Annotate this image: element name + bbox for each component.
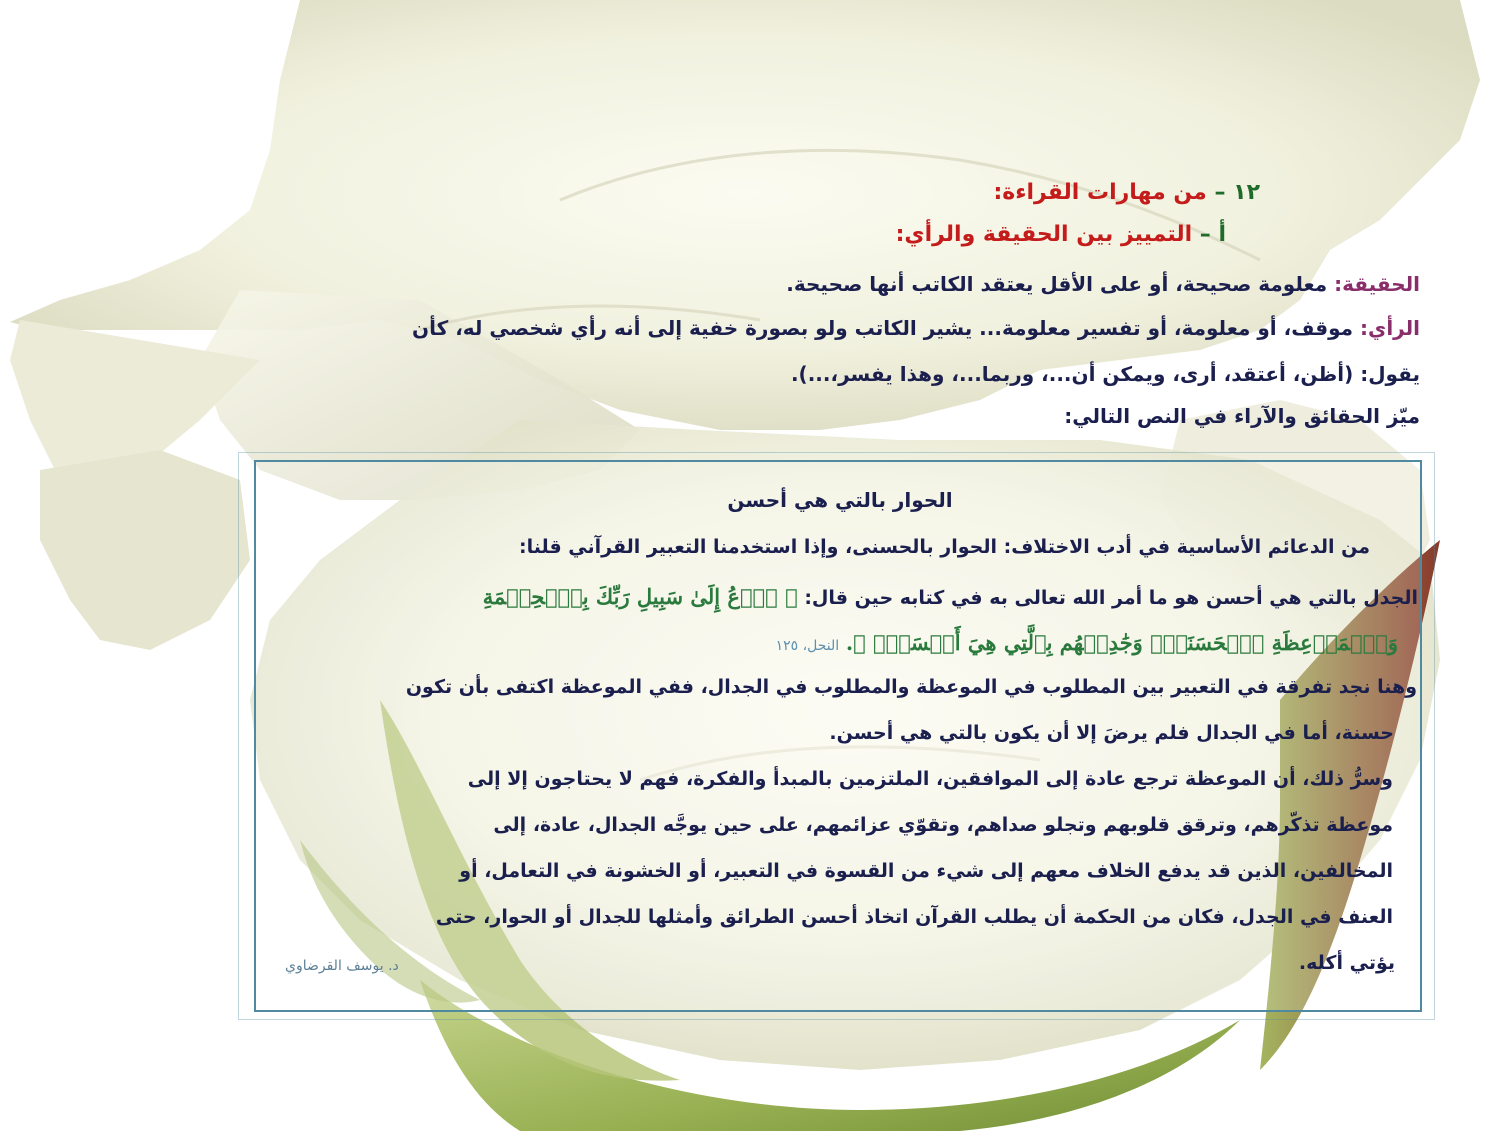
passage-line: من الدعائم الأساسية في أدب الاختلاف: الحوار بالحسنى، وإذا استخدمنا التعبير القرآني قلنا: bbox=[518, 536, 1370, 558]
fact-definition bbox=[786, 272, 1420, 296]
quran-verse: ﴿ ٱدۡعُ إِلَىٰ سَبِيلِ رَبِّكَ بِٱلۡحِكۡمَةِ bbox=[482, 584, 798, 609]
passage-line bbox=[776, 630, 1398, 655]
passage-line: موعظة تذكّرهم، وترقق قلوبهم وتجلو صداهم، وتقوّي عزائمهم، على حين يوجَّه الجدال، عادة، إلى bbox=[493, 814, 1393, 836]
opinion-text-line-2: يقول: (أظن، أعتقد، أرى، ويمكن أن...، وربما...، وهذا يفسر،...). bbox=[790, 362, 1420, 386]
verse-reference: النحل، ١٢٥ bbox=[775, 638, 840, 654]
passage-line: يؤتي أكله. bbox=[1298, 952, 1395, 974]
exercise-instruction: ميّز الحقائق والآراء في النص التالي: bbox=[1064, 404, 1420, 428]
passage-line: العنف في الجدل، فكان من الحكمة أن يطلب القرآن اتخاذ أحسن الطرائق وأمثلها للجدال أو الحوار، حتى bbox=[435, 906, 1393, 928]
opinion-term: الرأي: bbox=[1360, 316, 1420, 340]
section-number: ١٢ – bbox=[1214, 180, 1260, 205]
passage-line: المخالفين، الذين قد يدفع الخلاف معهم إلى شيء من القسوة في التعبير، أو الخشونة في التعامل، أو bbox=[459, 860, 1393, 882]
passage-text: الجدل بالتي هي أحسن هو ما أمر الله تعالى به في كتابه حين قال: bbox=[804, 587, 1418, 609]
sub-title-letter: أ – bbox=[1199, 222, 1226, 247]
opinion-text-line-1: موقف، أو معلومة، أو تفسير معلومة... يشير الكاتب ولو بصورة خفية إلى أنه رأي شخصي له، كأن bbox=[412, 316, 1354, 340]
passage-line: وهنا نجد تفرقة في التعبير بين المطلوب في الموعظة والمطلوب في الجدال، ففي الموعظة اكتفى بأن تكون bbox=[405, 676, 1417, 698]
sub-title-text: التمييز بين الحقيقة والرأي: bbox=[895, 222, 1193, 247]
opinion-definition bbox=[412, 316, 1420, 340]
quran-verse: وَٱلۡمَوۡعِظَةِ ٱلۡحَسَنَةِۖ وَجَٰدِلۡهُم بِٱلَّتِي هِيَ أَحۡسَنُۚ ﴾. bbox=[845, 630, 1398, 655]
passage-line: حسنة، أما في الجدال فلم يرضَ إلا أن يكون بالتي هي أحسن. bbox=[829, 722, 1394, 744]
passage-line bbox=[483, 584, 1418, 609]
passage-line: وسرُّ ذلك، أن الموعظة ترجع عادة إلى الموافقين، الملتزمين بالمبدأ والفكرة، فهم لا يحتاجون إلا إلى bbox=[467, 768, 1393, 790]
section-title bbox=[0, 180, 1260, 205]
sub-title bbox=[0, 222, 1226, 247]
author-name: د. يوسف القرضاوي bbox=[285, 958, 399, 974]
passage-title: الحوار بالتي هي أحسن bbox=[727, 488, 953, 512]
section-title-text: من مهارات القراءة: bbox=[993, 180, 1207, 205]
fact-text: معلومة صحيحة، أو على الأقل يعتقد الكاتب أنها صحيحة. bbox=[786, 272, 1328, 296]
fact-term: الحقيقة: bbox=[1334, 272, 1420, 296]
